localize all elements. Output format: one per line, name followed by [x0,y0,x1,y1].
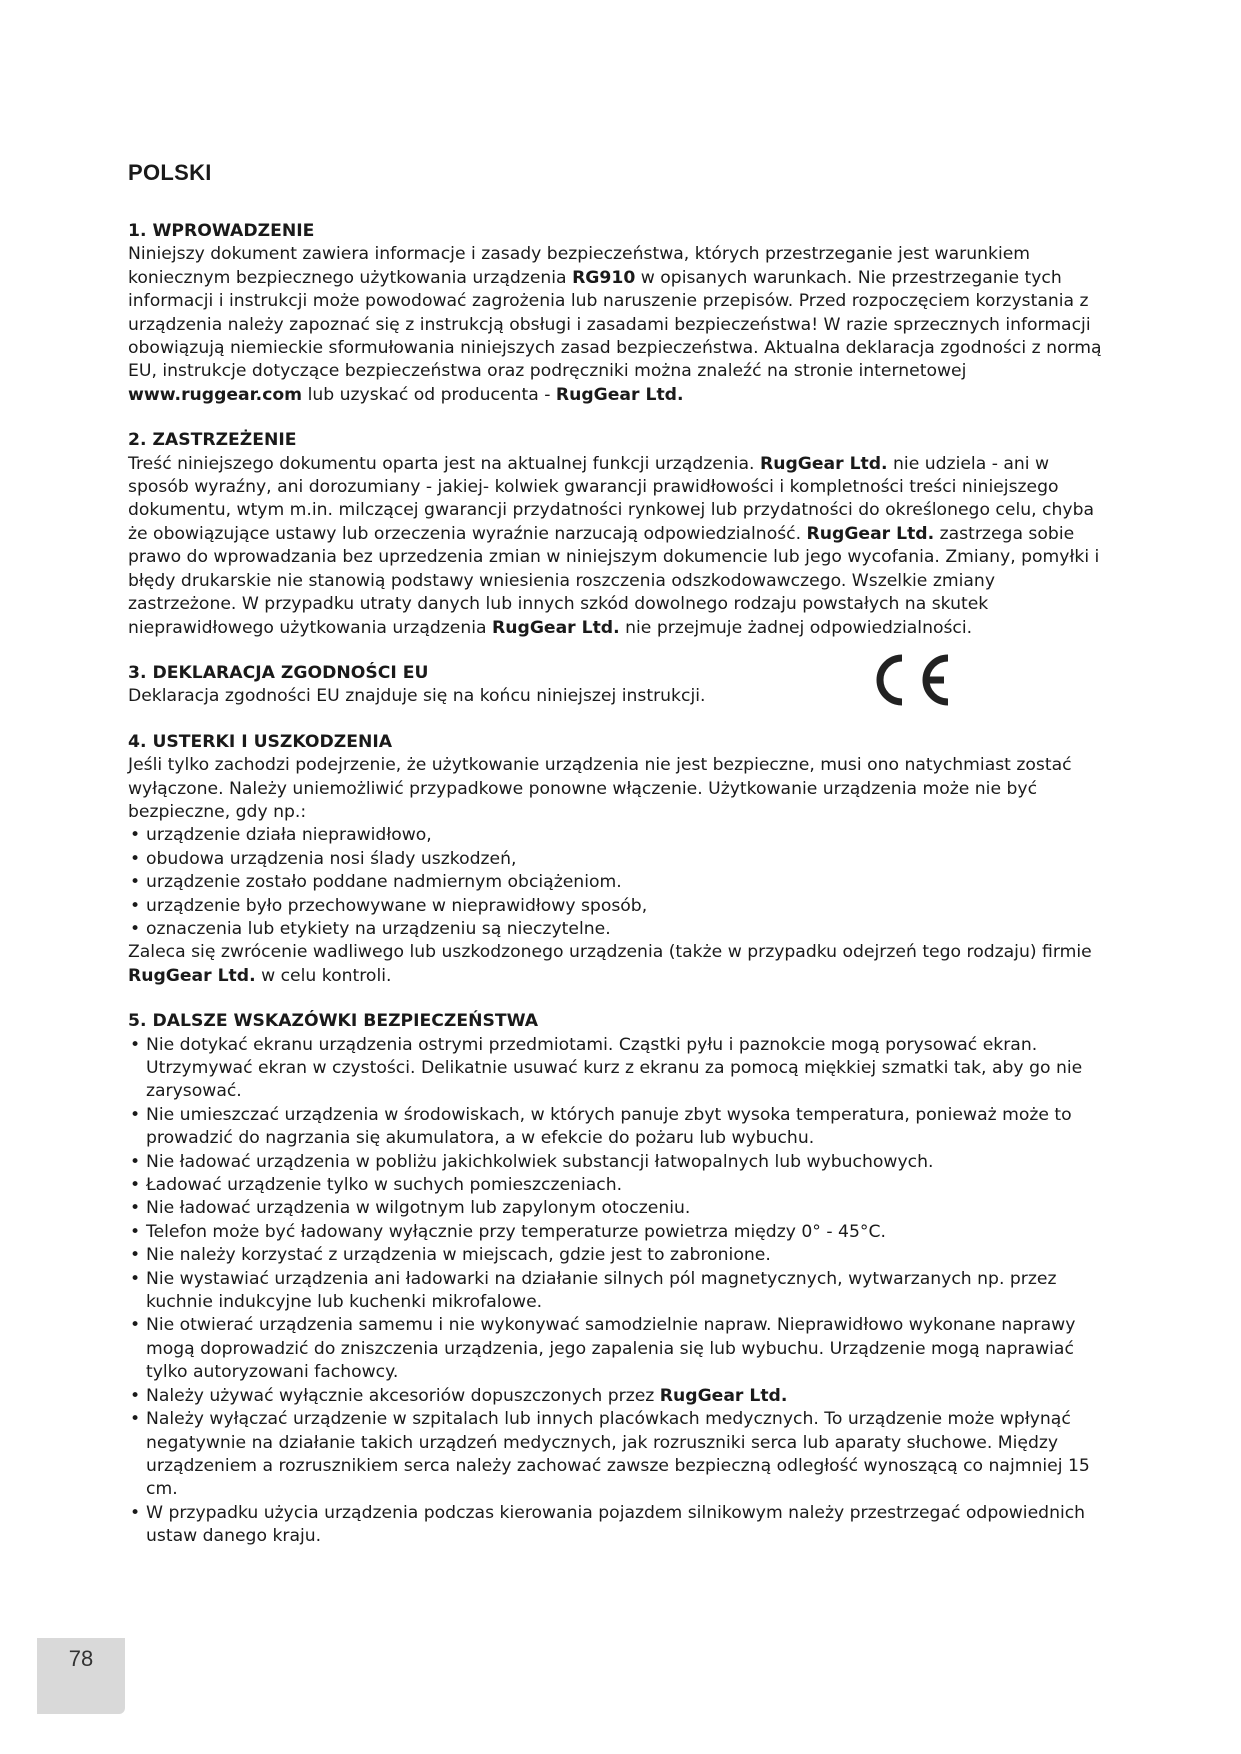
document-page [128,160,1108,1571]
section-introduction [128,220,1108,407]
brand-name: RugGear Ltd. [759,453,888,474]
list-item: • obudowa urządzenia nosi ślady uszkodzeń, [128,848,1108,871]
list-item: • Ładować urządzenie tylko w suchych pomieszczeniach. [128,1174,1108,1197]
ce-mark-icon [868,650,958,710]
section-heading: 5. DALSZE WSKAZÓWKI BEZPIECZEŃSTWA [128,1011,539,1032]
list-item: • Nie ładować urządzenia w pobliżu jakichkolwiek substancji łatwopalnych lub wybuchowych. [128,1151,1108,1174]
section-paragraph: Jeśli tylko zachodzi podejrzenie, że użytkowanie urządzenia nie jest bezpieczne, musi ono natychmiast zostać wyłączone. Należy uniemożliwić przypadkowe ponowne włączenie. Użytkowanie urządzenia może nie być bezpieczne, gdy np.: [128,755,1072,822]
list-item: • Telefon może być ładowany wyłącznie przy temperaturze powietrza między 0° - 45°C. [128,1221,1108,1244]
section-heading: 2. ZASTRZEŻENIE [128,430,297,451]
section-heading: 4. USTERKI I USZKODZENIA [128,731,393,752]
brand-name: RugGear Ltd. [659,1385,788,1406]
language-title: POLSKI [128,160,212,185]
section-heading: 1. WPROWADZENIE [128,221,315,241]
brand-name: RugGear Ltd. [806,523,935,544]
section-safety [128,1010,1108,1548]
section-declaration [128,662,1108,709]
website-link: www.ruggear.com [128,384,303,405]
section-heading: 3. DEKLARACJA ZGODNOŚCI EU [128,662,429,683]
brand-name: RugGear Ltd. [492,617,620,638]
brand-name: RugGear Ltd. [128,965,256,986]
section-paragraph: Treść niniejszego dokumentu oparta jest na aktualnej funkcji urządzenia. RugGear Ltd. nie udziela - ani w sposób wyraźny, ani dorozumiany - jakiej- kolwiek gwarancji prawidłowości i kompletności treści niniejszego dokumentu, wtym m.in. milczącej gwarancji przydatności rynkowej lub przydatności do określonego celu, chyba że obowiązujące ustawy lub orzeczenia wyraźnie narzucają odpowiedzialność. RugGear Ltd. zastrzega sobie prawo do wprowadzania bez uprzedzenia zmian w niniejszym dokumencie lub jego wycofania. Zmiany, pomyłki i błędy drukarskie nie stanowią podstawy wniesienia roszczenia odszkodowawczego. Wszelkie zmiany zastrzeżone. W przypadku utraty danych lub innych szkód dowolnego rodzaju powstałych na skutek nieprawidłowego użytkowania urządzenia RugGear Ltd. nie przejmuje żadnej odpowiedzialności. [128,453,1100,638]
brand-name: RugGear Ltd. [555,384,684,405]
list-item: • Nie dotykać ekranu urządzenia ostrymi przedmiotami. Cząstki pyłu i paznokcie mogą porysować ekran. Utrzymywać ekran w czystości. Delikatnie usuwać kurz z ekranu za pomocą miękkiej szmatki tak, aby go nie zarysować. [128,1034,1108,1104]
list-item: • Nie otwierać urządzenia samemu i nie wykonywać samodzielnie napraw. Nieprawidłowo wykonane naprawy mogą doprowadzić do zniszczenia urządzenia, jego zapalenia się lub wybuchu. Urządzenie mogą naprawiać tylko autoryzowani fachowcy. [128,1314,1108,1384]
page-number: 78 [37,1638,125,1714]
fault-list [128,824,1108,941]
list-item: • Nie umieszczać urządzenia w środowiskach, w których panuje zbyt wysoka temperatura, ponieważ może to prowadzić do nagrzania się akumulatora, a w efekcie do pożaru lub wybuchu. [128,1104,1108,1151]
list-item: • Nie wystawiać urządzenia ani ładowarki na działanie silnych pól magnetycznych, wytwarzanych np. przez kuchnie indukcyjne lub kuchenki mikrofalowe. [128,1268,1108,1315]
list-item: • urządzenie działa nieprawidłowo, [128,824,1108,847]
section-paragraph: Zaleca się zwrócenie wadliwego lub uszkodzonego urządzenia (także w przypadku odejrzeń tego rodzaju) firmie RugGear Ltd. w celu kontroli. [128,942,1092,986]
section-disclaimer [128,429,1108,640]
list-item: • urządzenie zostało poddane nadmiernym obciążeniom. [128,871,1108,894]
safety-list [128,1034,1108,1549]
list-item: • Należy używać wyłącznie akcesoriów dopuszczonych przez RugGear Ltd. [128,1385,1108,1408]
section-paragraph: Niniejszy dokument zawiera informacje i zasady bezpieczeństwa, których przestrzeganie jest warunkiem koniecznym bezpiecznego użytkowania urządzenia RG910 w opisanych warunkach. Nie przestrzeganie tych informacji i instrukcji może powodować zagrożenia lub naruszenie przepisów. Przed rozpoczęciem korzystania z urządzenia należy zapoznać się z instrukcją obsługi i zasadami bezpieczeństwa! W razie sprzecznych informacji obowiązują niemieckie sformułowania niniejszych zasad bezpieczeństwa. Aktualna deklaracja zgodności z normą EU, instrukcje dotyczące bezpieczeństwa oraz podręczniki można znaleźć na stronie internetowej www.ruggear.com lub uzyskać od producenta - RugGear Ltd. [128,244,1102,405]
list-item: • Nie ładować urządzenia w wilgotnym lub zapylonym otoczeniu. [128,1197,1108,1220]
model-name: RG910 [572,267,636,288]
list-item: • oznaczenia lub etykiety na urządzeniu są nieczytelne. [128,918,1108,941]
section-paragraph: Deklaracja zgodności EU znajduje się na końcu niniejszej instrukcji. [128,686,706,707]
list-item: • urządzenie było przechowywane w nieprawidłowy sposób, [128,895,1108,918]
list-item: • Nie należy korzystać z urządzenia w miejscach, gdzie jest to zabronione. [128,1244,1108,1267]
section-faults [128,731,1108,988]
list-item: • W przypadku użycia urządzenia podczas kierowania pojazdem silnikowym należy przestrzegać odpowiednich ustaw danego kraju. [128,1502,1108,1549]
list-item: • Należy wyłączać urządzenie w szpitalach lub innych placówkach medycznych. To urządzenie może wpłynąć negatywnie na działanie takich urządzeń medycznych, jak rozruszniki serca lub aparaty słuchowe. Między urządzeniem a rozrusznikiem serca należy zachować zawsze bezpieczną odległość wynoszącą co najmniej 15 cm. [128,1408,1108,1502]
